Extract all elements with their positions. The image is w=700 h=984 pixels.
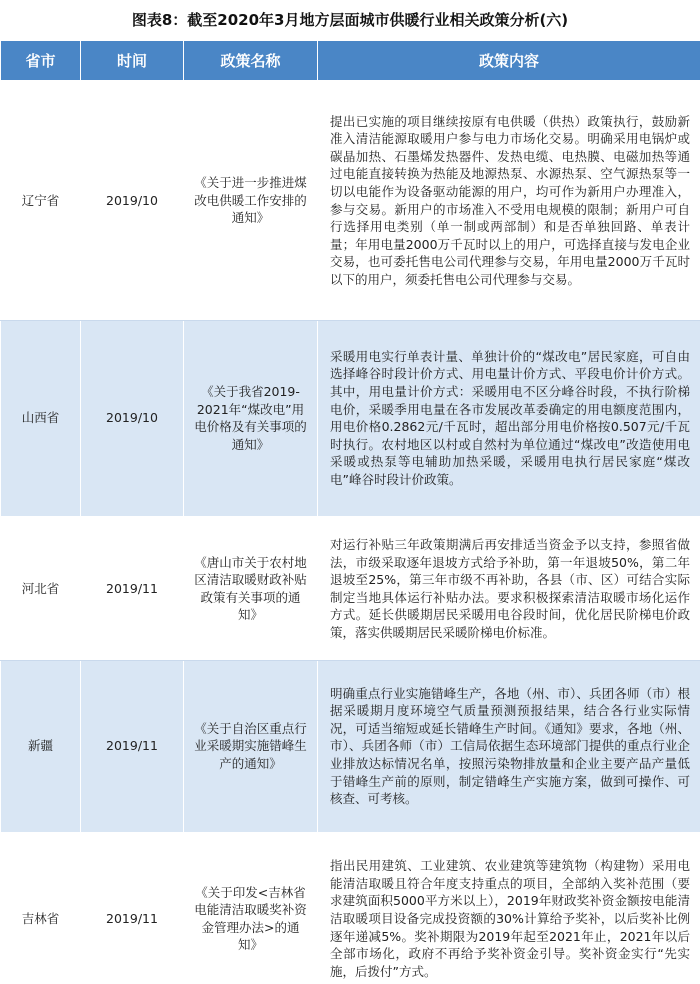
header-policy-name: 政策名称 xyxy=(184,41,318,81)
header-policy-content: 政策内容 xyxy=(318,41,700,81)
cell-date: 2019/10 xyxy=(81,321,184,517)
table-row xyxy=(1,321,700,517)
cell-date: 2019/11 xyxy=(81,833,184,984)
cell-province: 吉林省 xyxy=(1,833,81,984)
cell-policy-content: 提出已实施的项目继续按原有电供暖（供热）政策执行，鼓励新准入清洁能源取暖用户参与电力市场化交易。明确采用电锅炉或碳晶加热、石墨烯发热器件、发热电缆、电热膜、电磁加热等通过电能直接转换为热能及地源热泵、水源热泵、空气源热泵等一切以电能作为设备驱动能源的用户，均可作为新用户办理准入，参与交易。新用户的市场准入不受用电规模的限制；新用户可自行选择用电类别（单一制或两部制）和是否单独回路、单表计量；年用电量2000万千瓦时以上的用户，可选择直接与发电企业交易，也可委托售电公司代理参与交易，年用电量2000万千瓦时以下的用户，须委托售电公司代理参与交易。 xyxy=(318,81,700,321)
table-row xyxy=(1,81,700,321)
cell-policy-name: 《关于进一步推进煤改电供暖工作安排的通知》 xyxy=(184,81,318,321)
cell-date: 2019/11 xyxy=(81,517,184,661)
cell-province: 新疆 xyxy=(1,661,81,833)
cell-policy-name: 《关于自治区重点行业采暖期实施错峰生产的通知》 xyxy=(184,661,318,833)
cell-province: 山西省 xyxy=(1,321,81,517)
cell-province: 河北省 xyxy=(1,517,81,661)
table-row xyxy=(1,661,700,833)
policy-table xyxy=(0,40,700,984)
page-title: 图表8：截至2020年3月地方层面城市供暖行业相关政策分析(六) xyxy=(131,11,569,29)
cell-policy-name: 《关于印发<吉林省电能清洁取暖奖补资金管理办法>的通知》 xyxy=(184,833,318,984)
cell-policy-content: 指出民用建筑、工业建筑、农业建筑等建筑物（构建物）采用电能清洁取暖且符合年度支持重点的项目，全部纳入奖补范围（要求建筑面积5000平方米以上），2019年财政奖补资金额按电能清洁取暖项目设备完成投资额的30%计算给予奖补，以后奖补比例逐年递减5%。奖补期限为2019年起至2021年止，2021年以后全部市场化，政府不再给予奖补资金引导。奖补资金实行“先实施，后拨付”方式。 xyxy=(318,833,700,984)
cell-policy-name: 《关于我省2019-2021年“煤改电”用电价格及有关事项的通知》 xyxy=(184,321,318,517)
table-row xyxy=(1,517,700,661)
cell-policy-content: 对运行补贴三年政策期满后再安排适当资金予以支持，参照省做法，市级采取逐年退坡方式给予补助，第一年退坡50%，第二年退坡至25%，第三年市级不再补助，各县（市、区）可结合实际制定当地具体运行补贴办法。要求积极探索清洁取暖市场化运作方式。延长供暖期居民采暖用电谷段时间，优化居民阶梯电价政策，落实供暖期居民采暖阶梯电价标准。 xyxy=(318,517,700,661)
cell-date: 2019/10 xyxy=(81,81,184,321)
cell-province: 辽宁省 xyxy=(1,81,81,321)
table-row xyxy=(1,833,700,984)
table-header-row xyxy=(1,41,700,81)
cell-policy-name: 《唐山市关于农村地区清洁取暖财政补贴政策有关事项的通知》 xyxy=(184,517,318,661)
header-province: 省市 xyxy=(1,41,81,81)
cell-policy-content: 明确重点行业实施错峰生产，各地（州、市）、兵团各师（市）根据采暖期月度环境空气质量预测预报结果，结合各行业实际情况，可适当缩短或延长错峰生产时间。《通知》要求，各地（州、市）、兵团各师（市）工信局依据生态环境部门提供的重点行业企业排放达标情况名单，按照污染物排放量和企业主要产品产量低于错峰生产前的原则，制定错峰生产实施方案，做到可操作、可核查、可考核。 xyxy=(318,661,700,833)
cell-date: 2019/11 xyxy=(81,661,184,833)
header-date: 时间 xyxy=(81,41,184,81)
cell-policy-content: 采暖用电实行单表计量、单独计价的“煤改电”居民家庭，可自由选择峰谷时段计价方式、用电量计价方式、平段电价计价方式。其中，用电量计价方式：采暖用电不区分峰谷时段，不执行阶梯电价，采暖季用电量在各市发展改革委确定的用电额度范围内，用电价格0.2862元/千瓦时，超出部分用电价格按0.507元/千瓦时执行。农村地区以村或自然村为单位通过“煤改电”改造使用电采暖或热泵等电辅助加热采暖，采暖用电执行居民家庭“煤改电”峰谷时段计价政策。 xyxy=(318,321,700,517)
